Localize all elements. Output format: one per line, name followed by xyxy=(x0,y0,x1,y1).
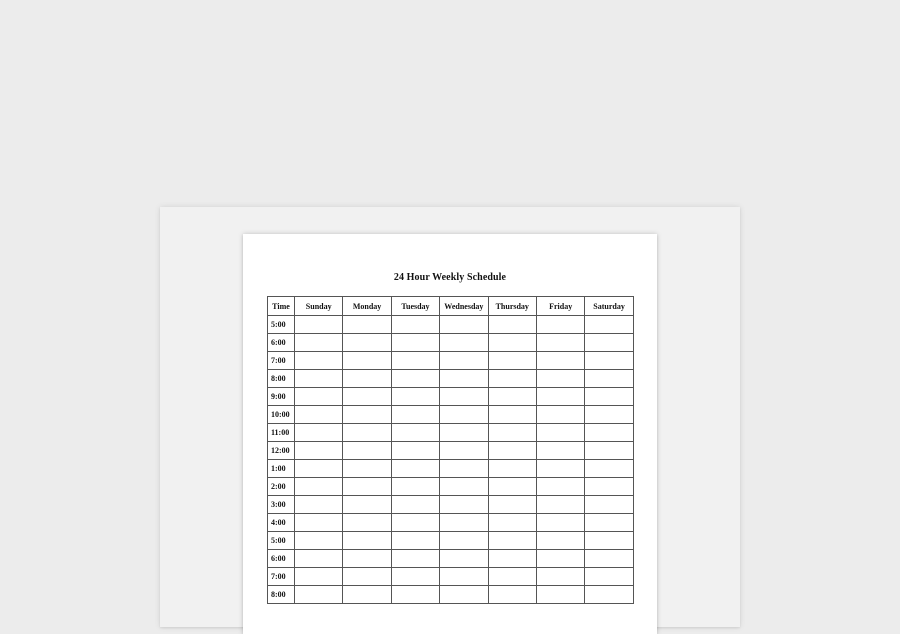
schedule-cell xyxy=(343,460,391,478)
header-friday: Friday xyxy=(536,297,584,316)
header-thursday: Thursday xyxy=(488,297,536,316)
time-cell: 6:00 xyxy=(268,334,295,352)
schedule-cell xyxy=(488,316,536,334)
schedule-cell xyxy=(391,406,439,424)
schedule-cell xyxy=(536,388,584,406)
schedule-cell xyxy=(536,424,584,442)
schedule-cell xyxy=(440,388,488,406)
schedule-cell xyxy=(536,442,584,460)
time-cell: 7:00 xyxy=(268,568,295,586)
schedule-cell xyxy=(391,442,439,460)
schedule-cell xyxy=(536,316,584,334)
schedule-cell xyxy=(391,334,439,352)
schedule-cell xyxy=(440,352,488,370)
schedule-cell xyxy=(391,532,439,550)
time-cell: 3:00 xyxy=(268,496,295,514)
schedule-cell xyxy=(585,478,633,496)
schedule-cell xyxy=(295,514,343,532)
time-cell: 8:00 xyxy=(268,370,295,388)
schedule-cell xyxy=(343,316,391,334)
schedule-cell xyxy=(488,352,536,370)
header-saturday: Saturday xyxy=(585,297,633,316)
schedule-cell xyxy=(585,352,633,370)
schedule-cell xyxy=(295,316,343,334)
schedule-cell xyxy=(343,370,391,388)
schedule-cell xyxy=(488,460,536,478)
schedule-cell xyxy=(343,424,391,442)
schedule-cell xyxy=(488,478,536,496)
schedule-cell xyxy=(295,568,343,586)
schedule-cell xyxy=(391,424,439,442)
table-row xyxy=(268,514,634,532)
schedule-cell xyxy=(440,424,488,442)
schedule-cell xyxy=(343,478,391,496)
schedule-cell xyxy=(488,514,536,532)
schedule-cell xyxy=(343,586,391,604)
table-row xyxy=(268,532,634,550)
schedule-cell xyxy=(295,460,343,478)
schedule-cell xyxy=(536,514,584,532)
schedule-cell xyxy=(585,316,633,334)
schedule-cell xyxy=(536,586,584,604)
schedule-cell xyxy=(440,514,488,532)
table-row xyxy=(268,496,634,514)
schedule-cell xyxy=(440,334,488,352)
schedule-cell xyxy=(488,442,536,460)
table-row xyxy=(268,586,634,604)
schedule-cell xyxy=(585,442,633,460)
schedule-cell xyxy=(488,388,536,406)
schedule-cell xyxy=(391,568,439,586)
schedule-cell xyxy=(585,334,633,352)
header-monday: Monday xyxy=(343,297,391,316)
header-wednesday: Wednesday xyxy=(440,297,488,316)
schedule-cell xyxy=(295,334,343,352)
table-row xyxy=(268,406,634,424)
schedule-cell xyxy=(343,532,391,550)
schedule-body xyxy=(268,316,634,604)
schedule-cell xyxy=(391,478,439,496)
time-cell: 6:00 xyxy=(268,550,295,568)
schedule-cell xyxy=(295,478,343,496)
schedule-cell xyxy=(488,550,536,568)
time-cell: 5:00 xyxy=(268,316,295,334)
schedule-cell xyxy=(488,334,536,352)
header-sunday: Sunday xyxy=(295,297,343,316)
schedule-cell xyxy=(440,586,488,604)
schedule-cell xyxy=(585,424,633,442)
schedule-cell xyxy=(391,370,439,388)
schedule-cell xyxy=(536,478,584,496)
schedule-cell xyxy=(488,370,536,388)
table-row xyxy=(268,424,634,442)
time-cell: 4:00 xyxy=(268,514,295,532)
schedule-cell xyxy=(536,406,584,424)
schedule-cell xyxy=(488,406,536,424)
table-row xyxy=(268,460,634,478)
schedule-cell xyxy=(343,388,391,406)
schedule-cell xyxy=(585,460,633,478)
schedule-cell xyxy=(536,568,584,586)
table-row xyxy=(268,478,634,496)
schedule-cell xyxy=(295,388,343,406)
schedule-cell xyxy=(343,550,391,568)
schedule-cell xyxy=(295,424,343,442)
schedule-cell xyxy=(585,586,633,604)
time-cell: 1:00 xyxy=(268,460,295,478)
schedule-cell xyxy=(343,514,391,532)
schedule-cell xyxy=(440,406,488,424)
schedule-cell xyxy=(536,532,584,550)
schedule-cell xyxy=(440,442,488,460)
schedule-cell xyxy=(343,334,391,352)
table-row xyxy=(268,352,634,370)
schedule-cell xyxy=(440,550,488,568)
schedule-cell xyxy=(440,496,488,514)
schedule-cell xyxy=(343,406,391,424)
schedule-cell xyxy=(585,406,633,424)
time-cell: 10:00 xyxy=(268,406,295,424)
schedule-cell xyxy=(440,568,488,586)
schedule-cell xyxy=(391,460,439,478)
time-cell: 7:00 xyxy=(268,352,295,370)
table-row xyxy=(268,370,634,388)
schedule-cell xyxy=(536,352,584,370)
schedule-cell xyxy=(440,370,488,388)
schedule-cell xyxy=(488,586,536,604)
time-cell: 2:00 xyxy=(268,478,295,496)
schedule-cell xyxy=(391,352,439,370)
schedule-cell xyxy=(343,352,391,370)
schedule-table xyxy=(267,296,634,604)
table-row xyxy=(268,334,634,352)
schedule-cell xyxy=(440,460,488,478)
schedule-cell xyxy=(536,460,584,478)
table-row xyxy=(268,442,634,460)
schedule-cell xyxy=(585,496,633,514)
schedule-cell xyxy=(536,370,584,388)
schedule-cell xyxy=(488,496,536,514)
schedule-cell xyxy=(585,532,633,550)
schedule-cell xyxy=(295,586,343,604)
schedule-cell xyxy=(295,550,343,568)
schedule-cell xyxy=(343,568,391,586)
header-tuesday: Tuesday xyxy=(391,297,439,316)
schedule-cell xyxy=(488,568,536,586)
schedule-cell xyxy=(295,532,343,550)
schedule-cell xyxy=(488,532,536,550)
table-row xyxy=(268,388,634,406)
schedule-cell xyxy=(536,550,584,568)
schedule-cell xyxy=(585,370,633,388)
schedule-cell xyxy=(440,316,488,334)
schedule-cell xyxy=(488,424,536,442)
schedule-cell xyxy=(585,514,633,532)
schedule-cell xyxy=(391,550,439,568)
schedule-cell xyxy=(440,478,488,496)
schedule-cell xyxy=(391,586,439,604)
time-cell: 8:00 xyxy=(268,586,295,604)
schedule-cell xyxy=(391,496,439,514)
schedule-cell xyxy=(536,496,584,514)
schedule-cell xyxy=(295,370,343,388)
schedule-cell xyxy=(536,334,584,352)
schedule-cell xyxy=(295,352,343,370)
document-page xyxy=(243,234,657,634)
schedule-cell xyxy=(295,406,343,424)
schedule-cell xyxy=(343,496,391,514)
schedule-cell xyxy=(295,442,343,460)
table-row xyxy=(268,550,634,568)
time-cell: 11:00 xyxy=(268,424,295,442)
header-time: Time xyxy=(268,297,295,316)
schedule-cell xyxy=(585,568,633,586)
table-row xyxy=(268,316,634,334)
schedule-cell xyxy=(295,496,343,514)
time-cell: 9:00 xyxy=(268,388,295,406)
table-row xyxy=(268,568,634,586)
schedule-cell xyxy=(440,532,488,550)
time-cell: 12:00 xyxy=(268,442,295,460)
schedule-cell xyxy=(585,550,633,568)
schedule-cell xyxy=(391,316,439,334)
header-row xyxy=(268,297,634,316)
schedule-cell xyxy=(391,514,439,532)
time-cell: 5:00 xyxy=(268,532,295,550)
schedule-cell xyxy=(391,388,439,406)
schedule-cell xyxy=(343,442,391,460)
schedule-cell xyxy=(585,388,633,406)
document-title: 24 Hour Weekly Schedule xyxy=(393,272,507,283)
